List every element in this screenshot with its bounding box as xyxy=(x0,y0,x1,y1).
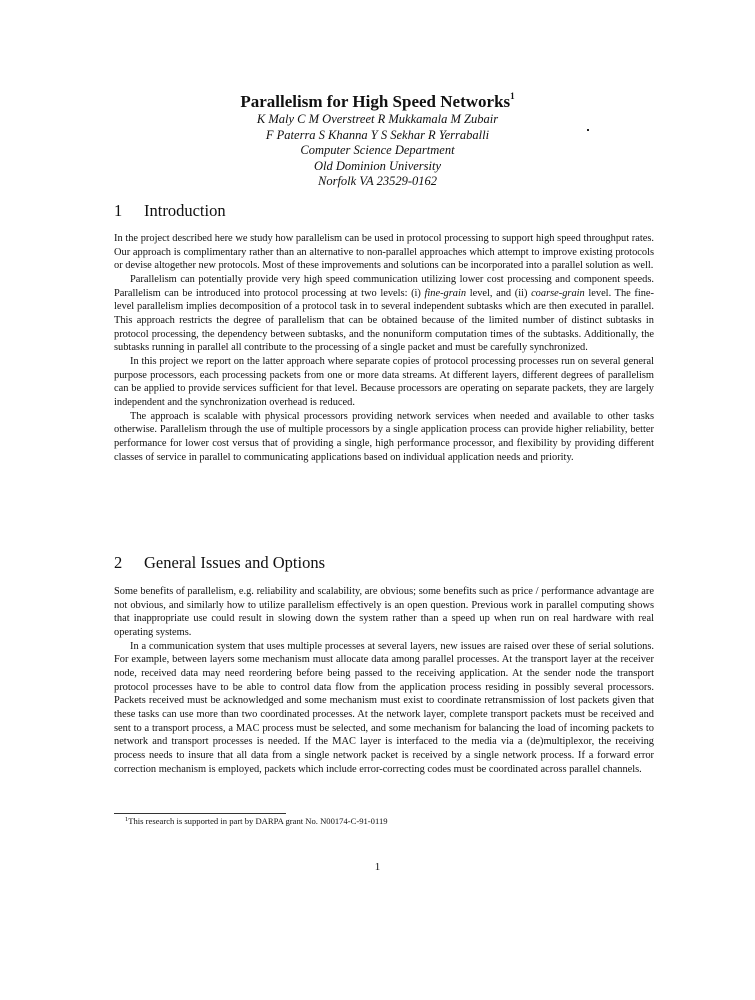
scan-speck xyxy=(587,129,589,131)
title-block xyxy=(0,86,755,190)
paragraph: In the project described here we study how parallelism can be used in protocol processing to support high speed throughput rates. Our approach is complimentary rather than an alternative to non-parallel approaches which attempt to improve existing protocols or devise altogether new protocols. Most of these improvements and solutions can be incorporated into a parallel solution as well. xyxy=(114,233,654,272)
department: Computer Science Department xyxy=(300,143,455,157)
university: Old Dominion University xyxy=(313,158,442,173)
address: Norfolk VA 23529-0162 xyxy=(318,174,437,188)
footnote-text: This research is supported in part by DARPA grant No. N00174-C-91-0119 xyxy=(128,816,388,826)
paragraph: In this project we report on the latter approach where separate copies of protocol processing processes run on several general purpose processors, each processing packets from one or more data streams. At different layers, different degrees of parallelism can be applied to provide services sufficient for that level. Because processors are operating on separate packets, they are largely independent and the synchronization overhead is reduced. xyxy=(114,355,654,408)
title-footnote-mark: 1 xyxy=(510,91,515,101)
page-number: 1 xyxy=(374,861,381,873)
section-title: General Issues and Options xyxy=(144,553,326,572)
emphasis: fine-grain xyxy=(424,287,467,299)
section-title: Introduction xyxy=(144,201,226,220)
paragraph: The approach is scalable with physical processors providing network services when needed and available to other tasks otherwise. Parallelism through the use of multiple processors by a single application process can provide higher reliability, better performance for lower cost versus that of providing a single, high performance processor, and flexibility by providing different classes of service in parallel to communicating applications based on individual application needs and priority. xyxy=(114,410,654,463)
authors-line-2: F Paterra S Khanna Y S Sekhar R Yerraballi xyxy=(265,127,490,142)
paragraph: Parallelism can potentially provide very high speed communication utilizing lower cost processing and component speeds. Parallelism can be introduced into protocol processing at two levels: (i) fine-grain level, and (ii) coarse-grain level. The fine-level parallelism implies decomposition of a protocol task in to several independent subtasks which are then executed in parallel. This approach restricts the degree of parallelism that can be obtained because of the limited number of distinct subtasks in protocol processing, the dependency between subtasks, and the nonuniform computation times of the subtasks. Additionally, the subtasks running in parallel all contribute to the processing of a single packet and must be carefully synchronized. xyxy=(114,273,654,354)
section-number: 1 xyxy=(114,201,123,220)
section-number: 2 xyxy=(114,553,123,572)
footnote-mark: 1 xyxy=(125,816,129,823)
section-heading xyxy=(114,553,654,573)
section-general-issues xyxy=(114,553,654,776)
section-introduction xyxy=(114,201,654,464)
paragraph: In a communication system that uses multiple processes at several layers, new issues are raised over these of serial solutions. For example, between layers some mechanism must allocate data among parallel processes. At the transport layer at the receiver node, received data may need reordering before being passed to the receiving application. At the sender node the transport protocol processes have to be able to control data flow from the application process residing in possibly several processors. Packets received must be acknowledged and some mechanism must exist to coordinate retransmission of lost packets given that these tasks can use more than two coordinated processes. At the network layer, complete transport packets must be received and sent to a transport process, a MAC process must be selected, and some mechanism for balancing the load of incoming packets to network and transport processes is needed. If the MAC layer is interfaced to the media via a (de)multiplexor, the receiving process needs to insure that all data from a single network packet is received by a single network process. If a forward error correction mechanism is employed, packets which include error-correcting codes must be coordinated across parallel channels. xyxy=(114,640,654,775)
section-heading xyxy=(114,201,654,221)
paragraph: Some benefits of parallelism, e.g. reliability and scalability, are obvious; some benefits such as price / performance advantage are not obvious, and similarly how to utilize parallelism effectively is an open question. Previous work in parallel computing shows that inappropriate use could result in slowing down the system rather than a speed up when run on real hardware with real operating systems. xyxy=(114,586,654,638)
authors-line-1: K Maly C M Overstreet R Mukkamala M Zubair xyxy=(256,112,499,126)
emphasis: coarse-grain xyxy=(531,287,585,299)
footnote xyxy=(125,814,645,827)
paper-title: Parallelism for High Speed Networks$^1$ xyxy=(240,91,515,111)
